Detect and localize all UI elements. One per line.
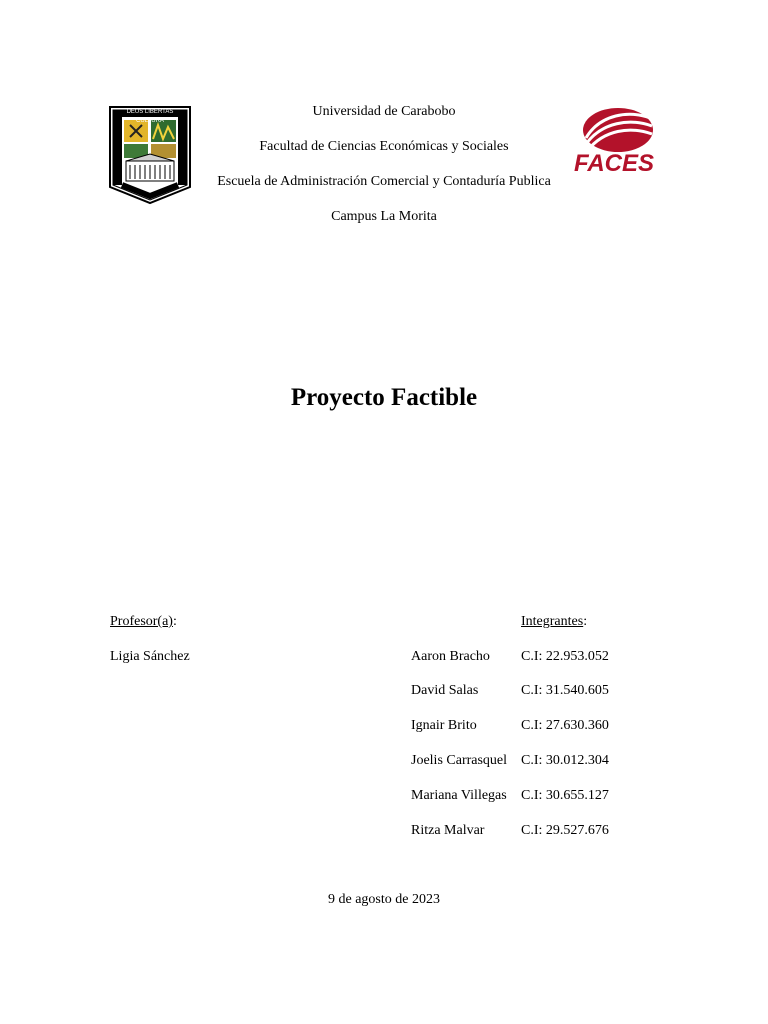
document-title: Proyecto Factible [290,384,478,411]
member-ci: C.I: 30.012.304 [521,753,609,768]
campus-name: Campus La Morita [331,209,437,224]
members-label-row [521,614,587,630]
member-name: Ignair Brito [411,718,477,733]
university-name: Universidad de Carabobo [312,104,456,119]
member-name: Joelis Carrasquel [411,753,508,768]
faculty-name: Facultad de Ciencias Económicas y Sociales [259,139,509,154]
professor-colon: : [172,614,177,629]
member-ci: C.I: 30.655.127 [521,788,609,803]
member-name: Ritza Malvar [411,823,485,838]
professor-name: Ligia Sánchez [110,649,190,664]
member-name: David Salas [411,683,479,698]
members-colon: : [583,614,588,629]
member-ci: C.I: 29.527.676 [521,823,609,838]
member-ci: C.I: 22.953.052 [521,649,609,664]
member-ci: C.I: 31.540.605 [521,683,609,698]
professor-label-row [110,614,177,630]
member-name: Mariana Villegas [411,788,507,803]
member-name: Aaron Bracho [411,649,490,664]
members-label: Integrantes [521,614,584,629]
faces-logo-text: FACES [574,150,655,177]
seal-top-text: DEUS LIBERTAS CULTURA [126,109,174,124]
professor-label: Profesor(a) [110,614,173,629]
school-name: Escuela de Administración Comercial y Contaduría Publica [217,174,551,189]
university-seal-logo [108,105,192,205]
member-ci: C.I: 27.630.360 [521,718,609,733]
document-date: 9 de agosto de 2023 [328,892,440,907]
